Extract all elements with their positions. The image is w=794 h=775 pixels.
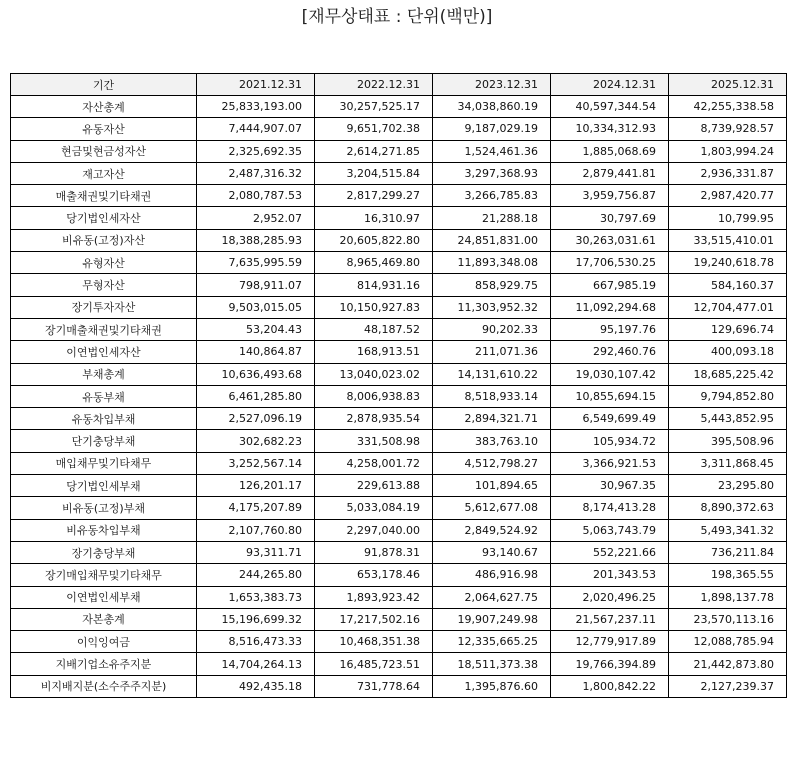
value-cell: 19,907,249.98 [433, 608, 551, 630]
value-cell: 95,197.76 [551, 318, 669, 340]
value-cell: 21,288.18 [433, 207, 551, 229]
value-cell: 93,140.67 [433, 541, 551, 563]
value-cell: 30,257,525.17 [315, 96, 433, 118]
value-cell: 5,063,743.79 [551, 519, 669, 541]
value-cell: 229,613.88 [315, 475, 433, 497]
value-cell: 3,252,567.14 [197, 452, 315, 474]
value-cell: 9,187,029.19 [433, 118, 551, 140]
row-label: 이연법인세자산 [11, 341, 197, 363]
value-cell: 2,849,524.92 [433, 519, 551, 541]
value-cell: 3,959,756.87 [551, 185, 669, 207]
value-cell: 30,263,031.61 [551, 229, 669, 251]
value-cell: 8,965,469.80 [315, 252, 433, 274]
value-cell: 10,468,351.38 [315, 631, 433, 653]
table-row [11, 318, 787, 340]
value-cell: 3,266,785.83 [433, 185, 551, 207]
value-cell: 11,303,952.32 [433, 296, 551, 318]
row-label: 비지배지분(소수주주지분) [11, 675, 197, 697]
value-cell: 395,508.96 [669, 430, 787, 452]
table-row [11, 118, 787, 140]
column-header-2021: 2021.12.31 [197, 74, 315, 96]
value-cell: 105,934.72 [551, 430, 669, 452]
value-cell: 731,778.64 [315, 675, 433, 697]
value-cell: 2,527,096.19 [197, 408, 315, 430]
value-cell: 331,508.98 [315, 430, 433, 452]
value-cell: 667,985.19 [551, 274, 669, 296]
column-header-2024: 2024.12.31 [551, 74, 669, 96]
row-label: 유형자산 [11, 252, 197, 274]
row-label: 지배기업소유주지분 [11, 653, 197, 675]
value-cell: 13,040,023.02 [315, 363, 433, 385]
value-cell: 40,597,344.54 [551, 96, 669, 118]
value-cell: 2,020,496.25 [551, 586, 669, 608]
value-cell: 1,653,383.73 [197, 586, 315, 608]
value-cell: 53,204.43 [197, 318, 315, 340]
value-cell: 552,221.66 [551, 541, 669, 563]
value-cell: 400,093.18 [669, 341, 787, 363]
value-cell: 198,365.55 [669, 564, 787, 586]
value-cell: 24,851,831.00 [433, 229, 551, 251]
row-label: 장기투자자산 [11, 296, 197, 318]
value-cell: 3,366,921.53 [551, 452, 669, 474]
value-cell: 383,763.10 [433, 430, 551, 452]
value-cell: 2,817,299.27 [315, 185, 433, 207]
table-row [11, 675, 787, 697]
column-header-2022: 2022.12.31 [315, 74, 433, 96]
row-label: 이연법인세부채 [11, 586, 197, 608]
value-cell: 16,310.97 [315, 207, 433, 229]
value-cell: 5,612,677.08 [433, 497, 551, 519]
value-cell: 798,911.07 [197, 274, 315, 296]
value-cell: 3,204,515.84 [315, 162, 433, 184]
table-row [11, 608, 787, 630]
value-cell: 2,614,271.85 [315, 140, 433, 162]
value-cell: 18,388,285.93 [197, 229, 315, 251]
value-cell: 140,864.87 [197, 341, 315, 363]
value-cell: 30,797.69 [551, 207, 669, 229]
value-cell: 2,878,935.54 [315, 408, 433, 430]
value-cell: 2,487,316.32 [197, 162, 315, 184]
table-row [11, 207, 787, 229]
value-cell: 21,442,873.80 [669, 653, 787, 675]
row-label: 당기법인세자산 [11, 207, 197, 229]
row-label: 유동부채 [11, 385, 197, 407]
value-cell: 492,435.18 [197, 675, 315, 697]
row-label: 자산총계 [11, 96, 197, 118]
value-cell: 15,196,699.32 [197, 608, 315, 630]
row-label: 재고자산 [11, 162, 197, 184]
value-cell: 736,211.84 [669, 541, 787, 563]
value-cell: 8,516,473.33 [197, 631, 315, 653]
value-cell: 1,885,068.69 [551, 140, 669, 162]
value-cell: 6,549,699.49 [551, 408, 669, 430]
value-cell: 17,706,530.25 [551, 252, 669, 274]
value-cell: 129,696.74 [669, 318, 787, 340]
value-cell: 8,006,938.83 [315, 385, 433, 407]
value-cell: 19,240,618.78 [669, 252, 787, 274]
balance-sheet-table [10, 73, 787, 698]
value-cell: 19,766,394.89 [551, 653, 669, 675]
value-cell: 584,160.37 [669, 274, 787, 296]
value-cell: 7,444,907.07 [197, 118, 315, 140]
value-cell: 3,297,368.93 [433, 162, 551, 184]
row-label: 매입채무및기타채무 [11, 452, 197, 474]
value-cell: 9,503,015.05 [197, 296, 315, 318]
table-row [11, 586, 787, 608]
row-label: 유동자산 [11, 118, 197, 140]
value-cell: 9,651,702.38 [315, 118, 433, 140]
value-cell: 10,334,312.93 [551, 118, 669, 140]
value-cell: 25,833,193.00 [197, 96, 315, 118]
table-row [11, 385, 787, 407]
value-cell: 42,255,338.58 [669, 96, 787, 118]
value-cell: 5,443,852.95 [669, 408, 787, 430]
value-cell: 34,038,860.19 [433, 96, 551, 118]
value-cell: 10,855,694.15 [551, 385, 669, 407]
value-cell: 2,297,040.00 [315, 519, 433, 541]
table-row [11, 252, 787, 274]
row-label: 현금및현금성자산 [11, 140, 197, 162]
table-row [11, 185, 787, 207]
value-cell: 2,987,420.77 [669, 185, 787, 207]
table-row [11, 96, 787, 118]
value-cell: 2,952.07 [197, 207, 315, 229]
table-header-row [11, 74, 787, 96]
value-cell: 2,080,787.53 [197, 185, 315, 207]
value-cell: 7,635,995.59 [197, 252, 315, 274]
value-cell: 4,175,207.89 [197, 497, 315, 519]
row-label: 장기매입채무및기타채무 [11, 564, 197, 586]
table-row [11, 541, 787, 563]
value-cell: 23,570,113.16 [669, 608, 787, 630]
value-cell: 8,518,933.14 [433, 385, 551, 407]
value-cell: 11,092,294.68 [551, 296, 669, 318]
table-row [11, 363, 787, 385]
value-cell: 1,395,876.60 [433, 675, 551, 697]
value-cell: 10,799.95 [669, 207, 787, 229]
value-cell: 90,202.33 [433, 318, 551, 340]
value-cell: 5,493,341.32 [669, 519, 787, 541]
value-cell: 101,894.65 [433, 475, 551, 497]
table-row [11, 452, 787, 474]
value-cell: 1,800,842.22 [551, 675, 669, 697]
value-cell: 8,739,928.57 [669, 118, 787, 140]
row-label: 이익잉여금 [11, 631, 197, 653]
value-cell: 10,636,493.68 [197, 363, 315, 385]
value-cell: 1,898,137.78 [669, 586, 787, 608]
value-cell: 1,893,923.42 [315, 586, 433, 608]
value-cell: 20,605,822.80 [315, 229, 433, 251]
value-cell: 2,064,627.75 [433, 586, 551, 608]
row-label: 당기법인세부채 [11, 475, 197, 497]
value-cell: 17,217,502.16 [315, 608, 433, 630]
column-header-2023: 2023.12.31 [433, 74, 551, 96]
table-row [11, 564, 787, 586]
value-cell: 2,936,331.87 [669, 162, 787, 184]
value-cell: 30,967.35 [551, 475, 669, 497]
value-cell: 2,325,692.35 [197, 140, 315, 162]
value-cell: 12,779,917.89 [551, 631, 669, 653]
value-cell: 1,803,994.24 [669, 140, 787, 162]
value-cell: 2,127,239.37 [669, 675, 787, 697]
table-row [11, 341, 787, 363]
value-cell: 91,878.31 [315, 541, 433, 563]
row-label: 비유동(고정)자산 [11, 229, 197, 251]
value-cell: 9,794,852.80 [669, 385, 787, 407]
value-cell: 2,894,321.71 [433, 408, 551, 430]
value-cell: 6,461,285.80 [197, 385, 315, 407]
value-cell: 16,485,723.51 [315, 653, 433, 675]
value-cell: 5,033,084.19 [315, 497, 433, 519]
row-label: 단기충당부채 [11, 430, 197, 452]
row-label: 무형자산 [11, 274, 197, 296]
value-cell: 12,088,785.94 [669, 631, 787, 653]
table-row [11, 408, 787, 430]
row-label: 장기충당부채 [11, 541, 197, 563]
table-row [11, 631, 787, 653]
column-header-2025: 2025.12.31 [669, 74, 787, 96]
row-label: 자본총계 [11, 608, 197, 630]
value-cell: 3,311,868.45 [669, 452, 787, 474]
value-cell: 21,567,237.11 [551, 608, 669, 630]
table-row [11, 475, 787, 497]
row-label: 매출채권및기타채권 [11, 185, 197, 207]
page-title: [재무상태표 : 단위(백만)] [301, 7, 493, 27]
row-label: 유동차입부채 [11, 408, 197, 430]
value-cell: 8,174,413.28 [551, 497, 669, 519]
value-cell: 18,511,373.38 [433, 653, 551, 675]
column-header-period: 기간 [11, 74, 197, 96]
row-label: 비유동차입부채 [11, 519, 197, 541]
value-cell: 48,187.52 [315, 318, 433, 340]
value-cell: 19,030,107.42 [551, 363, 669, 385]
value-cell: 858,929.75 [433, 274, 551, 296]
row-label: 장기매출채권및기타채권 [11, 318, 197, 340]
table-row [11, 519, 787, 541]
value-cell: 2,107,760.80 [197, 519, 315, 541]
value-cell: 14,131,610.22 [433, 363, 551, 385]
value-cell: 18,685,225.42 [669, 363, 787, 385]
table-row [11, 229, 787, 251]
value-cell: 8,890,372.63 [669, 497, 787, 519]
table-row [11, 430, 787, 452]
table-row [11, 140, 787, 162]
row-label: 부채총계 [11, 363, 197, 385]
table-row [11, 497, 787, 519]
row-label: 비유동(고정)부채 [11, 497, 197, 519]
value-cell: 814,931.16 [315, 274, 433, 296]
value-cell: 11,893,348.08 [433, 252, 551, 274]
table-row [11, 162, 787, 184]
value-cell: 23,295.80 [669, 475, 787, 497]
value-cell: 1,524,461.36 [433, 140, 551, 162]
table-row [11, 653, 787, 675]
value-cell: 126,201.17 [197, 475, 315, 497]
value-cell: 292,460.76 [551, 341, 669, 363]
value-cell: 12,704,477.01 [669, 296, 787, 318]
value-cell: 244,265.80 [197, 564, 315, 586]
value-cell: 4,258,001.72 [315, 452, 433, 474]
value-cell: 12,335,665.25 [433, 631, 551, 653]
value-cell: 14,704,264.13 [197, 653, 315, 675]
value-cell: 4,512,798.27 [433, 452, 551, 474]
value-cell: 302,682.23 [197, 430, 315, 452]
table-row [11, 296, 787, 318]
value-cell: 211,071.36 [433, 341, 551, 363]
value-cell: 168,913.51 [315, 341, 433, 363]
value-cell: 653,178.46 [315, 564, 433, 586]
table-row [11, 274, 787, 296]
value-cell: 93,311.71 [197, 541, 315, 563]
value-cell: 2,879,441.81 [551, 162, 669, 184]
value-cell: 486,916.98 [433, 564, 551, 586]
value-cell: 201,343.53 [551, 564, 669, 586]
value-cell: 10,150,927.83 [315, 296, 433, 318]
value-cell: 33,515,410.01 [669, 229, 787, 251]
